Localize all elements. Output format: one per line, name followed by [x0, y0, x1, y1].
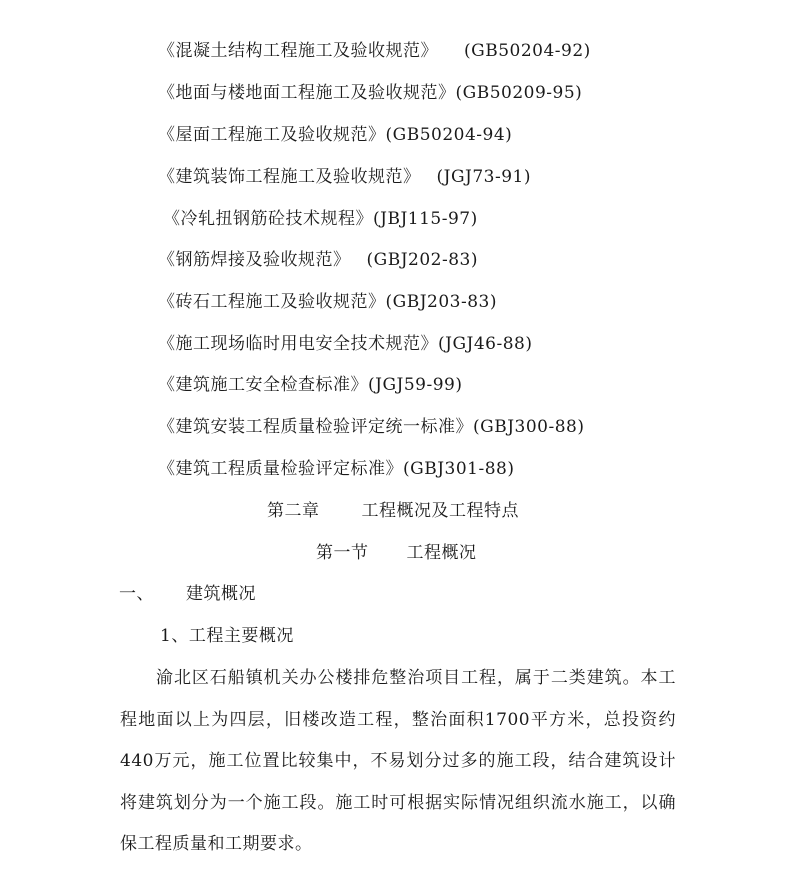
part-title: 建筑概况: [186, 584, 256, 604]
reference-name: 《地面与楼地面工程施工及验收规范》: [158, 83, 456, 103]
reference-name: 《建筑装饰工程施工及验收规范》: [158, 167, 421, 187]
reference-code: (JBJ115-97): [373, 209, 478, 229]
reference-item: [158, 332, 532, 356]
part-number: 一、: [119, 584, 154, 604]
part-heading: [119, 582, 256, 606]
reference-name: 《冷轧扭钢筋砼技术规程》: [163, 209, 373, 229]
reference-item: [158, 415, 584, 439]
section-title: 工程概况: [406, 543, 477, 563]
reference-name: 《施工现场临时用电安全技术规范》: [158, 334, 438, 354]
chapter-heading: [267, 499, 519, 523]
reference-name: 《钢筋焊接及验收规范》: [158, 250, 351, 270]
reference-code: (GB50204-92): [464, 41, 591, 61]
section-number: 第一节: [316, 543, 369, 563]
body-paragraph: 渝北区石船镇机关办公楼排危整治项目工程，属于二类建筑。本工程地面以上为四层，旧楼改造工程，整治面积1700平方米，总投资约440万元，施工位置比较集中，不易划分过多的施工段，结合建筑设计将建筑划分为一个施工段。施工时可根据实际情况组织流水施工，以确保工程质量和工期要求。: [120, 668, 676, 854]
chapter-title: 工程概况及工程特点: [361, 501, 519, 521]
reference-code: (GB50204-94): [385, 125, 513, 145]
reference-item: [158, 123, 512, 147]
section-heading: [316, 541, 477, 565]
reference-item: [158, 373, 462, 397]
reference-name: 《屋面工程施工及验收规范》: [158, 125, 386, 145]
reference-name: 《混凝土结构工程施工及验收规范》: [158, 41, 438, 61]
reference-name: 《建筑施工安全检查标准》: [158, 375, 368, 395]
reference-item: [158, 248, 478, 272]
reference-code: (JGJ59-99): [368, 375, 463, 395]
reference-name: 《建筑安装工程质量检验评定统一标准》: [158, 417, 473, 437]
reference-code: (GB50209-95): [455, 83, 583, 103]
reference-item: [163, 207, 478, 231]
reference-code: (GBJ202-83): [366, 250, 478, 270]
reference-item: [158, 457, 514, 481]
reference-code: (JGJ73-91): [436, 167, 531, 187]
reference-item: [158, 81, 582, 105]
reference-item: [158, 290, 497, 314]
reference-code: (GBJ301-88): [403, 459, 515, 479]
subpart-heading: [160, 624, 294, 648]
reference-name: 《砖石工程施工及验收规范》: [158, 292, 386, 312]
reference-item: [158, 39, 591, 63]
reference-item: [158, 165, 531, 189]
chapter-number: 第二章: [267, 501, 320, 521]
subpart-title: 1、工程主要概况: [160, 626, 294, 646]
reference-code: (GBJ203-83): [385, 292, 497, 312]
reference-code: (GBJ300-88): [473, 417, 585, 437]
reference-name: 《建筑工程质量检验评定标准》: [158, 459, 403, 479]
reference-code: (JGJ46-88): [438, 334, 533, 354]
